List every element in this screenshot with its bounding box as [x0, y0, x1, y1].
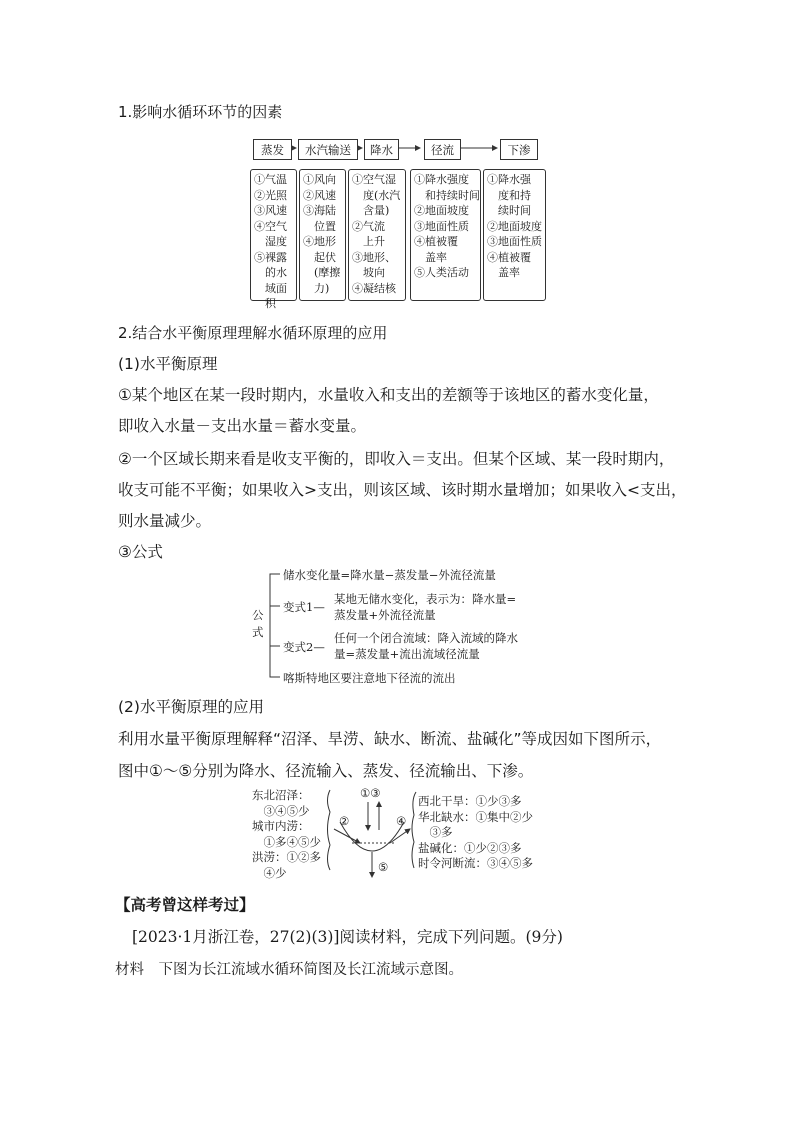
factor-line: (摩擦	[303, 266, 341, 279]
label-precip-evap: ①③	[360, 786, 381, 800]
factor-line: 坡向	[352, 266, 385, 279]
subheading-formula: ③公式	[118, 543, 163, 561]
case-line: 华北缺水：①集中②少	[418, 809, 533, 824]
factor-line: 盖率	[414, 250, 447, 264]
factor-line: ①降水强度	[414, 173, 469, 186]
paragraph-line: 收支可能不平衡；如果收入>支出，则该区域、该时期水量增加；如果收入<支出，	[118, 481, 687, 499]
left-brace	[328, 790, 331, 870]
case-line: 盐碱化：①少②③多	[418, 840, 522, 855]
formula-variant2-label: 变式2—	[283, 640, 325, 654]
case-line: 东北沼泽：	[252, 788, 310, 802]
section1-heading: 1.影响水循环环节的因素	[118, 103, 283, 121]
formula-variant1-label: 变式1—	[283, 600, 325, 614]
factor-line: 度(水汽	[352, 188, 401, 202]
formula-variant1-line: 蒸发量+外流径流量	[334, 608, 436, 622]
case-line: 西北干旱：①少③多	[418, 794, 522, 808]
factor-line: ②地面坡度	[487, 219, 542, 233]
case-line: ③多	[418, 825, 453, 839]
formula-variant2-line: 任何一个闭合流域：降入流域的降水	[334, 631, 518, 645]
factor-line: ④空气	[254, 219, 287, 233]
basin-curve	[340, 822, 404, 851]
stage-runoff: 径流	[424, 139, 461, 160]
factor-line: ②气流	[352, 219, 385, 233]
formula-main: 储水变化量=降水量−蒸发量−外流径流量	[283, 568, 496, 582]
case-line: ④少	[252, 865, 287, 880]
factor-line: 域面	[254, 281, 287, 295]
factor-line: ③地面性质	[487, 235, 542, 248]
factor-line: ③风速	[254, 204, 287, 217]
factor-line: ①气温	[254, 173, 287, 186]
factor-line: 力)	[303, 281, 330, 295]
label-runoff-in: ②	[339, 814, 350, 828]
stage-precipitation: 降水	[364, 139, 399, 160]
factor-line: 度和持	[487, 188, 531, 202]
formula-variant1-line: 某地无储水变化，表示为：降水量=	[334, 592, 517, 606]
paragraph-line: 图中①～⑤分别为降水、径流输入、蒸发、径流输出、下渗。	[118, 762, 534, 780]
exam-question: [2023·1月浙江卷，27(2)(3)]阅读材料，完成下列问题。(9分)	[132, 928, 563, 946]
factor-line: 含量)	[352, 204, 390, 217]
factor-line: ④植被覆	[487, 250, 531, 264]
factor-line: 积	[254, 297, 276, 310]
factor-line: 盖率	[487, 266, 520, 279]
factor-line: ⑤人类活动	[414, 266, 469, 279]
section2-heading: 2.结合水平衡原理理解水循环原理的应用	[118, 324, 388, 342]
formula-variant2-line: 量=蒸发量+流出流域径流量	[334, 647, 480, 661]
factor-line: 位置	[303, 219, 336, 233]
case-line: 城市内涝：	[252, 819, 310, 833]
subheading-balance-principle: (1)水平衡原理	[118, 355, 218, 373]
factor-line: ③地形、	[352, 250, 396, 264]
factor-line: ④凝结核	[352, 281, 396, 295]
factor-line: ①空气湿	[352, 173, 396, 186]
factor-line: ②地面坡度	[414, 204, 469, 217]
factor-line: ③海陆	[303, 204, 336, 217]
paragraph-line: 即收入水量－支出水量＝蓄水变量。	[118, 417, 367, 435]
factor-line: ③地面性质	[414, 219, 469, 233]
exam-material: 材料 下图为长江流域水循环简图及长江流域示意图。	[115, 962, 463, 978]
paragraph-line: ②一个区域长期来看是收支平衡的，即收入＝支出。但某个区域、某一段时期内，	[118, 450, 675, 468]
paragraph-line: 则水量减少。	[118, 512, 212, 530]
arrow-runoff-in	[334, 829, 360, 843]
stage-vapor-transport: 水汽输送	[298, 139, 358, 160]
case-line: 时令河断流：③④⑤多	[418, 856, 533, 870]
factor-line: ②光照	[254, 188, 287, 202]
factor-line: 起伏	[303, 250, 336, 264]
factor-line: 湿度	[254, 235, 287, 248]
subheading-application: (2)水平衡原理的应用	[118, 698, 264, 716]
factor-line: ④植被覆	[414, 235, 458, 248]
factor-line: ④地形	[303, 235, 336, 248]
factor-line: ②风速	[303, 188, 336, 202]
formula-karst-note: 喀斯特地区要注意地下径流的流出	[283, 671, 456, 685]
formula-root-label: 公式	[252, 608, 264, 639]
paragraph-line: ①某个地区在某一段时期内，水量收入和支出的差额等于该地区的蓄水变化量，	[118, 386, 659, 404]
right-brace	[412, 792, 416, 868]
stage-infiltration: 下渗	[500, 139, 538, 160]
label-infiltration: ⑤	[378, 860, 389, 874]
arrow-runoff-out	[390, 829, 410, 843]
factor-line: ①降水强	[487, 173, 531, 186]
factor-line: 续时间	[487, 204, 531, 217]
case-line: ①多④⑤少	[252, 834, 321, 849]
label-runoff-out: ④	[396, 814, 407, 828]
paragraph-line: 利用水量平衡原理解释“沼泽、旱涝、缺水、断流、盐碱化”等成因如下图所示，	[118, 730, 662, 748]
case-line: ③④⑤少	[252, 803, 310, 818]
factor-line: 的水	[254, 266, 287, 279]
diagram-right-list	[418, 794, 533, 872]
stage-evaporation: 蒸发	[253, 139, 292, 160]
case-line: 洪涝：①②多	[252, 850, 321, 864]
factor-line: 和持续时间	[414, 188, 480, 202]
factor-line: 上升	[352, 235, 385, 248]
factor-line: ⑤裸露	[254, 250, 287, 264]
exam-title: 【高考曾这样考过】	[115, 896, 255, 914]
factor-line: ①风向	[303, 173, 336, 186]
